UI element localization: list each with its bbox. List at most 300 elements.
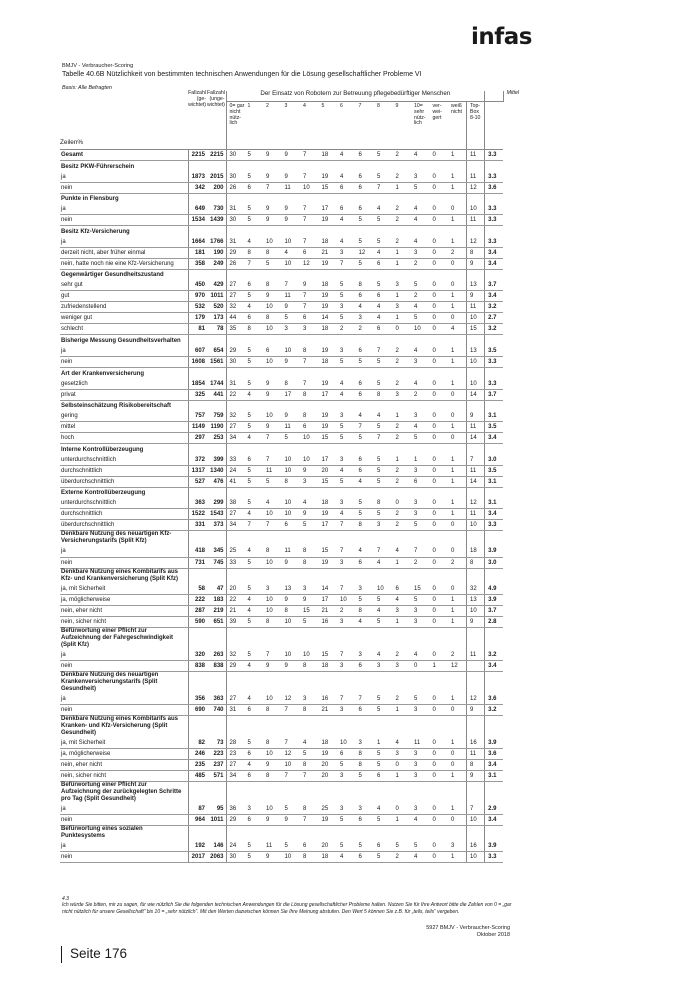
cell-value: 38	[226, 498, 245, 509]
cell-fallzahl-gew: 690	[188, 704, 207, 715]
cell-value: 0	[430, 422, 449, 433]
cell-value: 17	[319, 389, 338, 400]
cell-topbox: 8	[467, 247, 485, 258]
cell-value: 5	[245, 411, 264, 422]
cell-value: 5	[411, 280, 430, 291]
cell-mittel: 3.7	[485, 605, 504, 616]
group-header-spacer	[300, 226, 319, 237]
group-header-spacer	[430, 531, 449, 547]
group-header-spacer	[430, 568, 449, 584]
cell-value: 30	[226, 172, 245, 183]
cell-value: 22	[226, 389, 245, 400]
cell-value: 20	[319, 841, 338, 852]
cell-value: 6	[245, 455, 264, 466]
group-header-spacer	[448, 826, 467, 842]
cell-fallzahl-ungew: 2063	[207, 852, 226, 863]
col-empty	[485, 91, 504, 102]
scale-col-8: 8	[377, 103, 380, 110]
cell-value: 7	[245, 520, 264, 531]
group-header	[60, 568, 510, 584]
cell-value: 18	[319, 324, 338, 335]
cell-fallzahl-gew: 297	[188, 433, 207, 444]
group-header-spacer	[207, 193, 226, 204]
row-label: gut	[60, 291, 188, 302]
group-header-spacer	[300, 568, 319, 584]
cell-value: 34	[226, 520, 245, 531]
table-row	[60, 422, 510, 433]
group-header-spacer	[356, 531, 375, 547]
cell-fallzahl-ungew: 47	[207, 584, 226, 595]
cell-mittel: 3.3	[485, 357, 504, 368]
cell-fallzahl-gew: 372	[188, 455, 207, 466]
group-header-spacer	[411, 444, 430, 455]
cell-value: 8	[374, 498, 393, 509]
cell-value: 5	[245, 357, 264, 368]
cell-value: 4	[245, 302, 264, 313]
group-header-spacer	[448, 715, 467, 738]
group-title: Art der Krankenversicherung	[61, 370, 145, 377]
cell-value: 10	[263, 302, 282, 313]
cell-value: 0	[448, 204, 467, 215]
scale-col-1: 1	[247, 103, 251, 110]
cell-value: 3	[393, 660, 412, 671]
cell-value: 3	[337, 704, 356, 715]
group-header-spacer	[282, 368, 301, 379]
cell-fallzahl-gew: 342	[188, 182, 207, 193]
cell-value: 15	[319, 433, 338, 444]
cell-value: 10	[282, 346, 301, 357]
row-label: ja, möglicherweise	[60, 594, 188, 605]
cell-fallzahl-gew: 649	[188, 204, 207, 215]
cell-value: 10	[282, 237, 301, 248]
group-header-spacer	[356, 193, 375, 204]
cell-fallzahl-gew: 1534	[188, 215, 207, 226]
cell-value: 1	[393, 247, 412, 258]
group-header-spacer	[226, 269, 245, 280]
group-header-spacer	[448, 400, 467, 411]
cell-topbox	[467, 660, 485, 671]
cell-value: 5	[374, 852, 393, 863]
cell-value: 7	[300, 770, 319, 781]
cell-topbox: 13	[467, 346, 485, 357]
group-header-spacer	[188, 161, 207, 172]
cell-value: 5	[356, 594, 375, 605]
table-row	[60, 182, 510, 193]
cell-mittel: 3.1	[485, 411, 504, 422]
row-label: unterdurchschnittlich	[60, 455, 188, 466]
group-header-spacer	[319, 487, 338, 498]
scale-col-10: 10= sehr nütz-lich	[414, 103, 426, 127]
cell-value: 5	[356, 357, 375, 368]
group-header-spacer	[411, 269, 430, 280]
cell-value: 6	[356, 379, 375, 390]
cell-value: 5	[374, 694, 393, 705]
cell-value: 3	[411, 509, 430, 520]
group-header-spacer	[467, 269, 485, 280]
group-header-spacer	[374, 444, 393, 455]
group-header-spacer	[374, 826, 393, 842]
cell-value: 6	[356, 660, 375, 671]
cell-value: 4	[356, 302, 375, 313]
row-label: Gesamt	[60, 150, 188, 161]
group-header-spacer	[226, 161, 245, 172]
cell-value: 6	[374, 291, 393, 302]
cell-value: 3	[411, 804, 430, 815]
group-header-spacer	[207, 226, 226, 237]
cell-value: 18	[319, 852, 338, 863]
cell-value: 6	[263, 346, 282, 357]
group-header-spacer	[319, 400, 338, 411]
cell-value: 10	[263, 594, 282, 605]
cell-mittel: 3.5	[485, 422, 504, 433]
cell-mittel: 3.3	[485, 172, 504, 183]
cell-value: 0	[411, 660, 430, 671]
cell-mittel: 3.4	[485, 433, 504, 444]
group-header-spacer	[300, 161, 319, 172]
group-header-spacer	[319, 444, 338, 455]
cell-value: 7	[337, 650, 356, 661]
group-header-spacer	[188, 715, 207, 738]
group-header-spacer	[448, 568, 467, 584]
cell-value: 14	[319, 313, 338, 324]
cell-value: 6	[374, 258, 393, 269]
table-row	[60, 465, 510, 476]
group-header-spacer	[226, 226, 245, 237]
cell-value: 10	[300, 433, 319, 444]
cell-value: 6	[356, 172, 375, 183]
cell-value: 5	[337, 476, 356, 487]
cell-value: 2	[337, 605, 356, 616]
row-label: privat	[60, 389, 188, 400]
cell-value: 0	[393, 498, 412, 509]
group-header-spacer	[467, 781, 485, 804]
cell-value: 4	[356, 476, 375, 487]
group-header-spacer	[282, 335, 301, 346]
cell-value: 0	[430, 313, 449, 324]
cell-topbox: 9	[467, 291, 485, 302]
cell-value: 0	[430, 748, 449, 759]
group-header-spacer	[226, 826, 245, 842]
row-label: nein	[60, 215, 188, 226]
row-label: ja, möglicherweise	[60, 748, 188, 759]
cell-value: 5	[245, 498, 264, 509]
cell-value: 7	[282, 770, 301, 781]
cell-value: 1	[448, 852, 467, 863]
cell-value: 6	[245, 704, 264, 715]
row-label: ja	[60, 172, 188, 183]
cell-value: 20	[319, 770, 338, 781]
cell-value: 1	[393, 704, 412, 715]
cell-fallzahl-gew: 82	[188, 738, 207, 749]
group-header-spacer	[393, 226, 412, 237]
cell-value: 6	[411, 476, 430, 487]
zeilen-label: Zeilen%	[60, 139, 84, 147]
cell-value: 11	[282, 291, 301, 302]
cell-value: 19	[319, 172, 338, 183]
cell-value: 1	[448, 357, 467, 368]
cell-value: 4	[337, 150, 356, 161]
group-header-spacer	[393, 671, 412, 694]
cell-value: 10	[337, 738, 356, 749]
cell-value: 21	[319, 704, 338, 715]
cell-value: 3	[374, 520, 393, 531]
cell-value: 1	[448, 465, 467, 476]
cell-value: 7	[300, 302, 319, 313]
group-header-spacer	[430, 627, 449, 650]
table-row	[60, 476, 510, 487]
cell-value: 19	[319, 815, 338, 826]
row-label: zufriedenstellend	[60, 302, 188, 313]
cell-value: 6	[245, 748, 264, 759]
cell-value: 5	[245, 738, 264, 749]
cell-value: 0	[430, 605, 449, 616]
cell-mittel: 3.4	[485, 660, 504, 671]
row-label: ja, mit Sicherheit	[60, 738, 188, 749]
cell-value: 5	[374, 509, 393, 520]
cell-value: 4	[374, 313, 393, 324]
cell-value: 4	[245, 605, 264, 616]
group-header-spacer	[245, 531, 264, 547]
cell-fallzahl-ungew: 146	[207, 841, 226, 852]
cell-fallzahl-ungew: 200	[207, 182, 226, 193]
cell-mittel: 2.7	[485, 313, 504, 324]
group-header-spacer	[448, 193, 467, 204]
cell-value: 7	[337, 584, 356, 595]
cell-value: 7	[300, 815, 319, 826]
group-header-spacer	[337, 368, 356, 379]
group-header-spacer	[411, 161, 430, 172]
cell-value: 6	[356, 852, 375, 863]
group-header-spacer	[356, 826, 375, 842]
cell-value: 3	[356, 738, 375, 749]
cell-value: 1	[448, 694, 467, 705]
table-row	[60, 379, 510, 390]
cell-fallzahl-ungew: 651	[207, 616, 226, 627]
group-header	[60, 671, 510, 694]
cell-fallzahl-ungew: 78	[207, 324, 226, 335]
cell-value: 5	[245, 557, 264, 568]
group-header-spacer	[356, 444, 375, 455]
cell-value: 5	[263, 258, 282, 269]
group-header-spacer	[226, 335, 245, 346]
row-label: überdurchschnittlich	[60, 476, 188, 487]
cell-value: 9	[300, 509, 319, 520]
cell-value: 15	[300, 605, 319, 616]
cell-value: 19	[319, 302, 338, 313]
group-header-spacer	[245, 487, 264, 498]
cell-value: 6	[337, 204, 356, 215]
group-header-spacer	[485, 269, 504, 280]
group-header-spacer	[263, 193, 282, 204]
cell-value: 0	[430, 694, 449, 705]
scale-col-0: 0= gar nicht nütz-lich	[226, 102, 245, 150]
cell-mittel: 3.3	[485, 520, 504, 531]
group-header-spacer	[485, 335, 504, 346]
cell-value: 3	[393, 280, 412, 291]
cell-value: 9	[282, 172, 301, 183]
scale-col-12: weiß nicht	[451, 103, 462, 115]
group-header-spacer	[467, 671, 485, 694]
cell-value: 15	[319, 182, 338, 193]
cell-value: 21	[319, 605, 338, 616]
group-header-spacer	[485, 400, 504, 411]
table-row	[60, 433, 510, 444]
cell-value: 3	[337, 247, 356, 258]
cell-fallzahl-gew: 246	[188, 748, 207, 759]
cell-value: 4	[337, 852, 356, 863]
group-header-spacer	[356, 400, 375, 411]
group-header	[60, 161, 510, 172]
group-header-spacer	[393, 400, 412, 411]
group-header-spacer	[337, 531, 356, 547]
group-header-spacer	[226, 444, 245, 455]
cell-value: 32	[226, 650, 245, 661]
cell-mittel: 3.7	[485, 389, 504, 400]
cell-topbox: 11	[467, 650, 485, 661]
cell-value: 10	[337, 594, 356, 605]
cell-value: 5	[411, 694, 430, 705]
group-header-spacer	[188, 487, 207, 498]
cell-value: 8	[245, 324, 264, 335]
group-header-spacer	[207, 627, 226, 650]
group-header-spacer	[485, 627, 504, 650]
cell-value: 6	[374, 324, 393, 335]
group-header-spacer	[245, 826, 264, 842]
cell-value: 3	[411, 605, 430, 616]
cell-mittel: 3.3	[485, 852, 504, 863]
group-header-spacer	[188, 400, 207, 411]
group-header-spacer	[430, 400, 449, 411]
group-header-spacer	[374, 269, 393, 280]
cell-fallzahl-gew: 222	[188, 594, 207, 605]
cell-fallzahl-ungew: 1561	[207, 357, 226, 368]
cell-value: 10	[282, 759, 301, 770]
group-header-spacer	[282, 781, 301, 804]
cell-value: 3	[356, 650, 375, 661]
cell-value: 19	[319, 346, 338, 357]
table-row	[60, 150, 510, 161]
cell-value: 5	[282, 433, 301, 444]
group-header-spacer	[300, 444, 319, 455]
group-title: Befürwortung eines sozialen Punktesystems	[61, 826, 143, 839]
group-header-spacer	[263, 826, 282, 842]
cell-value: 12	[448, 660, 467, 671]
cell-value: 6	[245, 313, 264, 324]
group-header-spacer	[282, 226, 301, 237]
cell-value: 5	[245, 346, 264, 357]
footer-right	[420, 925, 510, 939]
cell-value: 5	[374, 748, 393, 759]
cell-value: 15	[411, 584, 430, 595]
cell-value: 1	[448, 346, 467, 357]
cell-value: 4	[300, 738, 319, 749]
cell-value: 5	[300, 748, 319, 759]
basis-note: Basis: Alle Befragten	[62, 85, 112, 91]
cell-topbox: 11	[467, 748, 485, 759]
group-header-spacer	[319, 671, 338, 694]
group-header-spacer	[430, 269, 449, 280]
cell-value: 5	[245, 172, 264, 183]
group-header-spacer	[319, 335, 338, 346]
group-header-spacer	[430, 671, 449, 694]
cell-topbox: 14	[467, 476, 485, 487]
cell-value: 8	[282, 379, 301, 390]
cell-value: 4	[411, 237, 430, 248]
row-label: nein, hatte noch nie eine Kfz-Versicherung	[60, 258, 188, 269]
cell-value: 4	[374, 804, 393, 815]
cell-value: 3	[411, 498, 430, 509]
table-row	[60, 411, 510, 422]
cell-value: 8	[300, 852, 319, 863]
cell-value: 8	[300, 557, 319, 568]
cell-topbox: 11	[467, 302, 485, 313]
cell-value: 3	[337, 616, 356, 627]
cell-value: 3	[393, 748, 412, 759]
cell-value: 9	[282, 302, 301, 313]
cell-mittel: 3.6	[485, 182, 504, 193]
cell-value: 10	[282, 455, 301, 466]
group-header-spacer	[207, 781, 226, 804]
group-header-spacer	[411, 226, 430, 237]
group-header-spacer	[319, 269, 338, 280]
cell-value: 31	[226, 379, 245, 390]
cell-value: 1	[448, 476, 467, 487]
cell-value: 6	[356, 557, 375, 568]
group-header	[60, 226, 510, 237]
cell-fallzahl-ungew: 183	[207, 594, 226, 605]
cell-value: 19	[319, 258, 338, 269]
table-row	[60, 237, 510, 248]
group-header-spacer	[448, 226, 467, 237]
table-row	[60, 389, 510, 400]
group-header	[60, 487, 510, 498]
cell-value: 1	[393, 455, 412, 466]
results-table	[60, 90, 520, 863]
group-header-spacer	[485, 531, 504, 547]
cell-value: 0	[430, 804, 449, 815]
cell-value: 4	[374, 557, 393, 568]
cell-value: 5	[300, 616, 319, 627]
cell-value: 5	[356, 498, 375, 509]
cell-value: 5	[374, 465, 393, 476]
cell-value: 5	[300, 520, 319, 531]
group-header-spacer	[226, 671, 245, 694]
group-header-spacer	[393, 715, 412, 738]
cell-value: 30	[226, 357, 245, 368]
cell-value: 5	[245, 616, 264, 627]
cell-value: 8	[263, 313, 282, 324]
group-header-spacer	[374, 715, 393, 738]
cell-value: 22	[226, 594, 245, 605]
cell-value: 4	[337, 215, 356, 226]
group-header-spacer	[188, 368, 207, 379]
cell-value: 18	[319, 280, 338, 291]
cell-value: 5	[374, 379, 393, 390]
cell-value: 39	[226, 616, 245, 627]
table-row	[60, 616, 510, 627]
table-row	[60, 324, 510, 335]
cell-fallzahl-ungew: 1011	[207, 815, 226, 826]
cell-value: 1	[393, 258, 412, 269]
cell-value: 4	[411, 852, 430, 863]
cell-value: 5	[356, 770, 375, 781]
cell-value: 12	[282, 694, 301, 705]
group-header-spacer	[245, 226, 264, 237]
group-header-spacer	[411, 368, 430, 379]
group-header-spacer	[337, 226, 356, 237]
group-header-spacer	[207, 531, 226, 547]
cell-value: 8	[356, 280, 375, 291]
